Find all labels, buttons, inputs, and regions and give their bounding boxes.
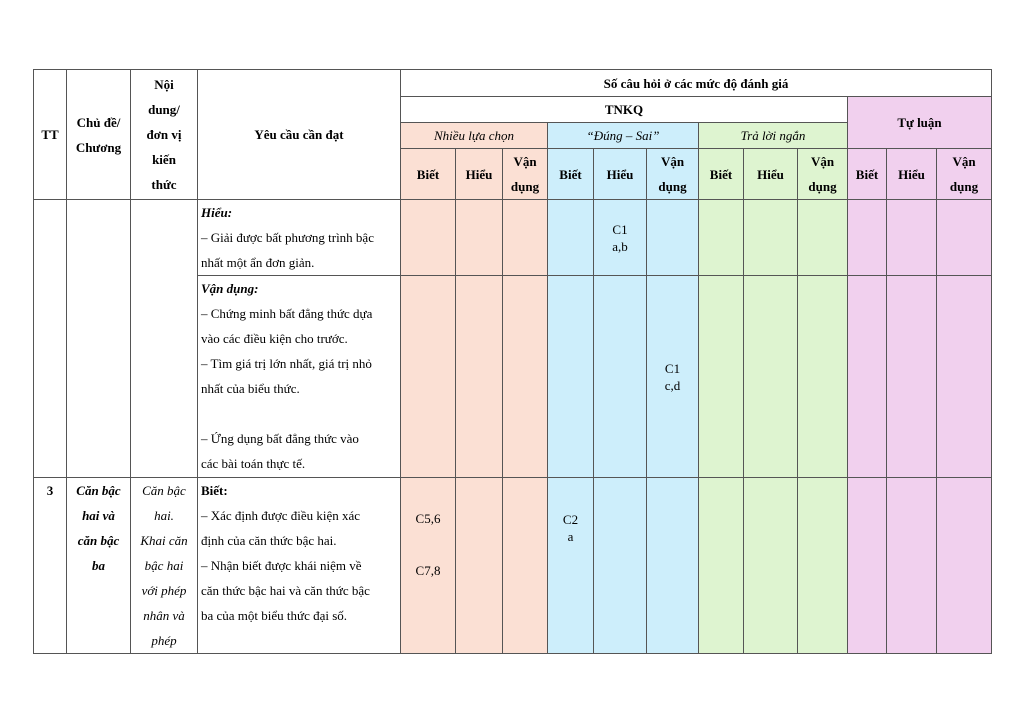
header-hieu: Hiểu: [594, 149, 647, 200]
question-code-cell: C5,6 C7,8: [401, 478, 456, 654]
header-hieu: Hiểu: [887, 149, 937, 200]
header-biet: Biết: [548, 149, 594, 200]
tt-cell-empty: [34, 200, 67, 478]
header-biet: Biết: [401, 149, 456, 200]
header-tra-loi-ngan: Trả lời ngắn: [699, 123, 848, 149]
header-tu-luan: Tự luận: [848, 97, 992, 149]
question-code-cell: C2 a: [548, 478, 594, 654]
assessment-matrix-table: [33, 69, 992, 654]
noi-dung-cell-empty: [131, 200, 198, 478]
table-row: [34, 478, 992, 654]
yeu-cau-cell: Vận dụng: – Chứng minh bất đẳng thức dựa vào các điều kiện cho trước. – Tìm giá trị lớn nhất, giá trị nhỏ nhất của biểu thức. – Ứng dụng bất đẳng thức vào các bài toán thực tế.: [198, 276, 401, 478]
header-dung-sai: “Đúng – Sai”: [548, 123, 699, 149]
yeu-cau-cell: Biết: – Xác định được điều kiện xác định của căn thức bậc hai. – Nhận biết được khái niệm về căn thức bậc hai và căn thức bậc ba của một biểu thức đại số.: [198, 478, 401, 654]
header-chu-de: Chủ đề/ Chương: [67, 70, 131, 200]
noi-dung-cell: Căn bậc hai. Khai căn bậc hai với phép nhân và phép: [131, 478, 198, 654]
header-noi-dung: Nội dung/ đơn vị kiến thức: [131, 70, 198, 200]
chu-de-cell: Căn bậc hai và căn bậc ba: [67, 478, 131, 654]
header-hieu: Hiểu: [456, 149, 503, 200]
header-biet: Biết: [848, 149, 887, 200]
header-tt: TT: [34, 70, 67, 200]
header-so-cau-hoi: Số câu hỏi ở các mức độ đánh giá: [401, 70, 992, 97]
header-tnkq: TNKQ: [401, 97, 848, 123]
header-van-dung: Vận dụng: [503, 149, 548, 200]
chu-de-cell-empty: [67, 200, 131, 478]
question-code-cell: C1 a,b: [594, 200, 647, 276]
yeu-cau-cell: Hiểu: – Giải được bất phương trình bậc nhất một ẩn đơn giản.: [198, 200, 401, 276]
header-van-dung: Vận dụng: [937, 149, 992, 200]
header-nhieu-lua-chon: Nhiều lựa chọn: [401, 123, 548, 149]
level-label: Hiểu:: [201, 205, 233, 220]
header-yeu-cau: Yêu cầu cần đạt: [198, 70, 401, 200]
header-hieu: Hiểu: [744, 149, 798, 200]
question-code-cell: C1 c,d: [647, 276, 699, 478]
table-row: [34, 200, 992, 276]
level-label: Vận dụng:: [201, 281, 259, 296]
header-biet: Biết: [699, 149, 744, 200]
level-label: Biết:: [201, 483, 228, 498]
header-van-dung: Vận dụng: [798, 149, 848, 200]
tt-cell: 3: [34, 478, 67, 654]
header-van-dung: Vận dụng: [647, 149, 699, 200]
